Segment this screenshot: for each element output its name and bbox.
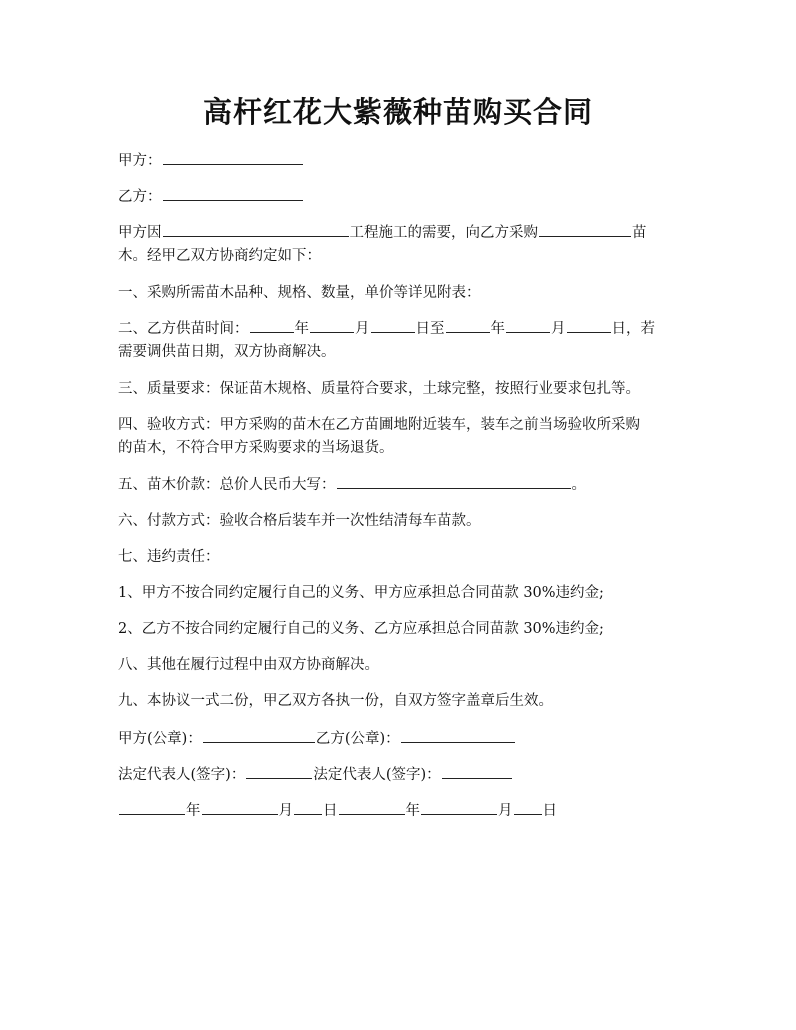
party-b-blank[interactable] bbox=[163, 186, 303, 201]
intro-text-2: 工程施工的需要，向乙方采购 bbox=[349, 225, 538, 241]
rep-b-signature-blank[interactable] bbox=[442, 764, 512, 779]
start-year-blank[interactable] bbox=[250, 318, 294, 333]
party-a-line bbox=[118, 150, 688, 172]
intro-text-3: 苗 bbox=[632, 225, 647, 241]
year-label: 年 bbox=[294, 321, 309, 337]
day-label: 日 bbox=[542, 803, 557, 819]
sign-day-b-blank[interactable] bbox=[514, 800, 542, 815]
month-label: 月 bbox=[278, 803, 293, 819]
seedling-type-blank[interactable] bbox=[539, 222, 631, 237]
sign-day-a-blank[interactable] bbox=[294, 800, 322, 815]
clause-2-line-1 bbox=[118, 318, 688, 340]
month-label: 月 bbox=[551, 321, 566, 337]
clause-8: 八、其他在履行过程中由双方协商解决。 bbox=[118, 657, 379, 673]
end-year-blank[interactable] bbox=[446, 318, 490, 333]
rep-a-label: 法定代表人(签字)： bbox=[118, 767, 246, 783]
project-name-blank[interactable] bbox=[163, 222, 349, 237]
party-a-blank[interactable] bbox=[163, 150, 303, 165]
rep-b-label: 法定代表人(签字)： bbox=[313, 767, 441, 783]
clause-7: 七、违约责任： bbox=[118, 549, 220, 565]
representative-line bbox=[118, 764, 688, 786]
end-day-blank[interactable] bbox=[567, 318, 611, 333]
clause-9: 九、本协议一式二份，甲乙双方各执一份，自双方签字盖章后生效。 bbox=[118, 693, 553, 709]
party-b-seal-label: 乙方(公章)： bbox=[315, 731, 400, 747]
day-end-label: 日，若 bbox=[611, 321, 655, 337]
clause-6: 六、付款方式：验收合格后装车并一次性结清每车苗款。 bbox=[118, 513, 481, 529]
total-price-blank[interactable] bbox=[337, 474, 571, 489]
clause-1: 一、采购所需苗木品种、规格、数量，单价等详见附表： bbox=[118, 285, 481, 301]
end-month-blank[interactable] bbox=[506, 318, 550, 333]
clause-2-label: 二、乙方供苗时间： bbox=[118, 321, 249, 337]
party-a-seal-blank[interactable] bbox=[203, 728, 315, 743]
clause-3: 三、质量要求：保证苗木规格、质量符合要求，土球完整，按照行业要求包扎等。 bbox=[118, 381, 640, 397]
intro-text-1: 甲方因 bbox=[118, 225, 162, 241]
seal-line bbox=[118, 728, 688, 750]
sign-year-b-blank[interactable] bbox=[339, 800, 405, 815]
party-b-seal-blank[interactable] bbox=[401, 728, 515, 743]
clause-5-end: 。 bbox=[571, 477, 586, 493]
liability-1: 1、甲方不按合同约定履行自己的义务、甲方应承担总合同苗款 30%违约金; bbox=[118, 585, 604, 601]
party-a-seal-label: 甲方(公章)： bbox=[118, 731, 202, 747]
party-b-line bbox=[118, 186, 688, 208]
clause-4-line-1: 四、验收方式：甲方采购的苗木在乙方苗圃地附近装车，装车之前当场验收所采购 bbox=[118, 417, 640, 433]
day-to-label: 日至 bbox=[415, 321, 445, 337]
month-label: 月 bbox=[498, 803, 513, 819]
day-label: 日 bbox=[323, 803, 338, 819]
sign-month-b-blank[interactable] bbox=[421, 800, 497, 815]
clause-5 bbox=[118, 474, 688, 496]
sign-year-a-blank[interactable] bbox=[119, 800, 185, 815]
liability-2: 2、乙方不按合同约定履行自己的义务、乙方应承担总合同苗款 30%违约金; bbox=[118, 621, 604, 637]
rep-a-signature-blank[interactable] bbox=[246, 764, 312, 779]
intro-line-1 bbox=[118, 222, 688, 244]
sign-month-a-blank[interactable] bbox=[202, 800, 278, 815]
intro-line-2: 木。经甲乙双方协商约定如下： bbox=[118, 248, 321, 264]
date-line bbox=[118, 800, 688, 822]
year-label: 年 bbox=[490, 321, 505, 337]
party-a-label: 甲方： bbox=[118, 153, 162, 169]
start-day-blank[interactable] bbox=[371, 318, 415, 333]
year-label: 年 bbox=[186, 803, 201, 819]
party-b-label: 乙方： bbox=[118, 189, 162, 205]
clause-5-label: 五、苗木价款：总价人民币大写： bbox=[118, 477, 336, 493]
month-label: 月 bbox=[355, 321, 370, 337]
start-month-blank[interactable] bbox=[310, 318, 354, 333]
year-label: 年 bbox=[405, 803, 420, 819]
clause-2-line-2: 需要调供苗日期，双方协商解决。 bbox=[118, 344, 336, 360]
clause-4-line-2: 的苗木，不符合甲方采购要求的当场退货。 bbox=[118, 440, 394, 456]
document-title: 高杆红花大紫薇种苗购买合同 bbox=[202, 95, 593, 129]
